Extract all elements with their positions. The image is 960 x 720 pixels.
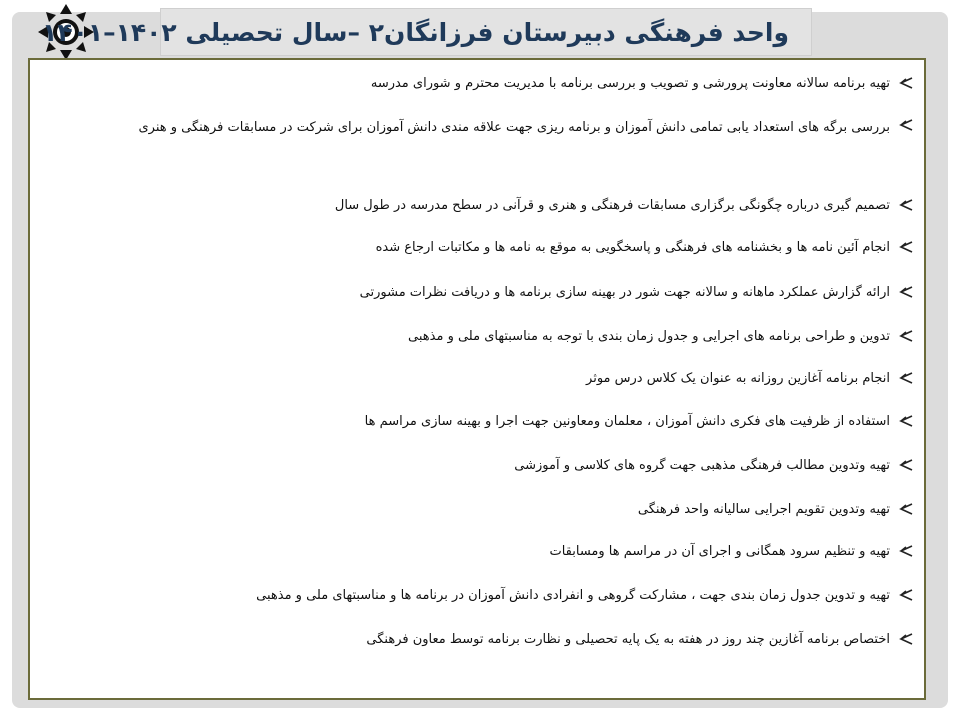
list-item (256, 586, 914, 606)
list-item-text: تهیه و تنظیم سرود همگانی و اجرای آن در مراسم ها ومسابقات (549, 544, 890, 559)
list-item-text: تدوین و طراحی برنامه های اجرایی و جدول زمان بندی با توجه به مناسبتهای ملی و مذهبی (408, 329, 890, 344)
list-item-text: تصمیم گیری درباره چگونگی برگزاری مسابقات فرهنگی و هنری و قرآنی در سطح مدرسه در طول سال (334, 198, 890, 213)
list-item (371, 74, 914, 94)
list-item (638, 500, 914, 520)
list-item-text: استفاده از ظرفیت های فکری دانش آموزان ، معلمان ومعاونین جهت اجرا و بهینه سازی مراسم ها (364, 414, 890, 429)
list-item-text: انجام برنامه آغازین روزانه به عنوان یک کلاس درس موثر (586, 371, 890, 386)
arrow-checkmark-bullet-icon (898, 371, 914, 385)
arrow-checkmark-bullet-icon (898, 544, 914, 558)
list-item (360, 283, 914, 303)
arrow-checkmark-bullet-icon (898, 632, 914, 646)
arrow-checkmark-bullet-icon (898, 458, 914, 472)
list-item-text: اختصاص برنامه آغازین چند روز در هفته به یک پایه تحصیلی و نظارت برنامه توسط معاون فرهنگی (366, 632, 890, 647)
content-panel (28, 58, 926, 700)
list-item (365, 412, 914, 432)
list-item (366, 630, 914, 650)
list-item (78, 116, 914, 148)
page-title: واحد فرهنگی دبیرستان فرزانگان۲ –سال تحصیلی ۱۴۰۲–۱۴۰۱ (42, 17, 789, 47)
bullet-list (30, 60, 924, 698)
list-item (586, 369, 914, 389)
list-item-text: ارائه گزارش عملکرد ماهانه و سالانه جهت شور در بهینه سازی برنامه ها و دریافت نظرات مشورتی (359, 285, 890, 300)
arrow-checkmark-bullet-icon (898, 240, 914, 254)
arrow-checkmark-bullet-icon (898, 118, 914, 132)
list-item-text: تهیه وتدوین تقویم اجرایی سالیانه واحد فرهنگی (637, 502, 890, 517)
list-item (549, 542, 914, 562)
arrow-checkmark-bullet-icon (898, 414, 914, 428)
list-item (514, 456, 914, 476)
list-item-text: بررسی برگه های استعداد یابی تمامی دانش آموزان و برنامه ریزی جهت علاقه مندی دانش آموزان برای شرکت در مسابقات فرهنگی و هنری (138, 120, 890, 135)
arrow-checkmark-bullet-icon (898, 588, 914, 602)
list-item (335, 196, 914, 216)
arrow-checkmark-bullet-icon (898, 285, 914, 299)
arrow-checkmark-bullet-icon (898, 76, 914, 90)
arrow-checkmark-bullet-icon (898, 329, 914, 343)
list-item-text: تهیه برنامه سالانه معاونت پرورشی و تصویب و بررسی برنامه با مدیریت محترم و شورای مدرسه (370, 76, 890, 91)
title-banner (42, 8, 812, 56)
arrow-checkmark-bullet-icon (898, 502, 914, 516)
list-item (376, 238, 914, 258)
list-item-text: تهیه و تدوین جدول زمان بندی جهت ، مشارکت گروهی و انفرادی دانش آموزان در برنامه ها و مناسبتهای ملی و مذهبی (256, 588, 890, 603)
list-item (408, 327, 914, 347)
list-item-text: تهیه وتدوین مطالب فرهنگی مذهبی جهت گروه های کلاسی و آموزشی (514, 458, 890, 473)
list-item-text: انجام آئین نامه ها و بخشنامه های فرهنگی و پاسخگویی به موقع به نامه ها و مکاتبات ارجاع شده (375, 240, 890, 255)
arrow-checkmark-bullet-icon (898, 198, 914, 212)
